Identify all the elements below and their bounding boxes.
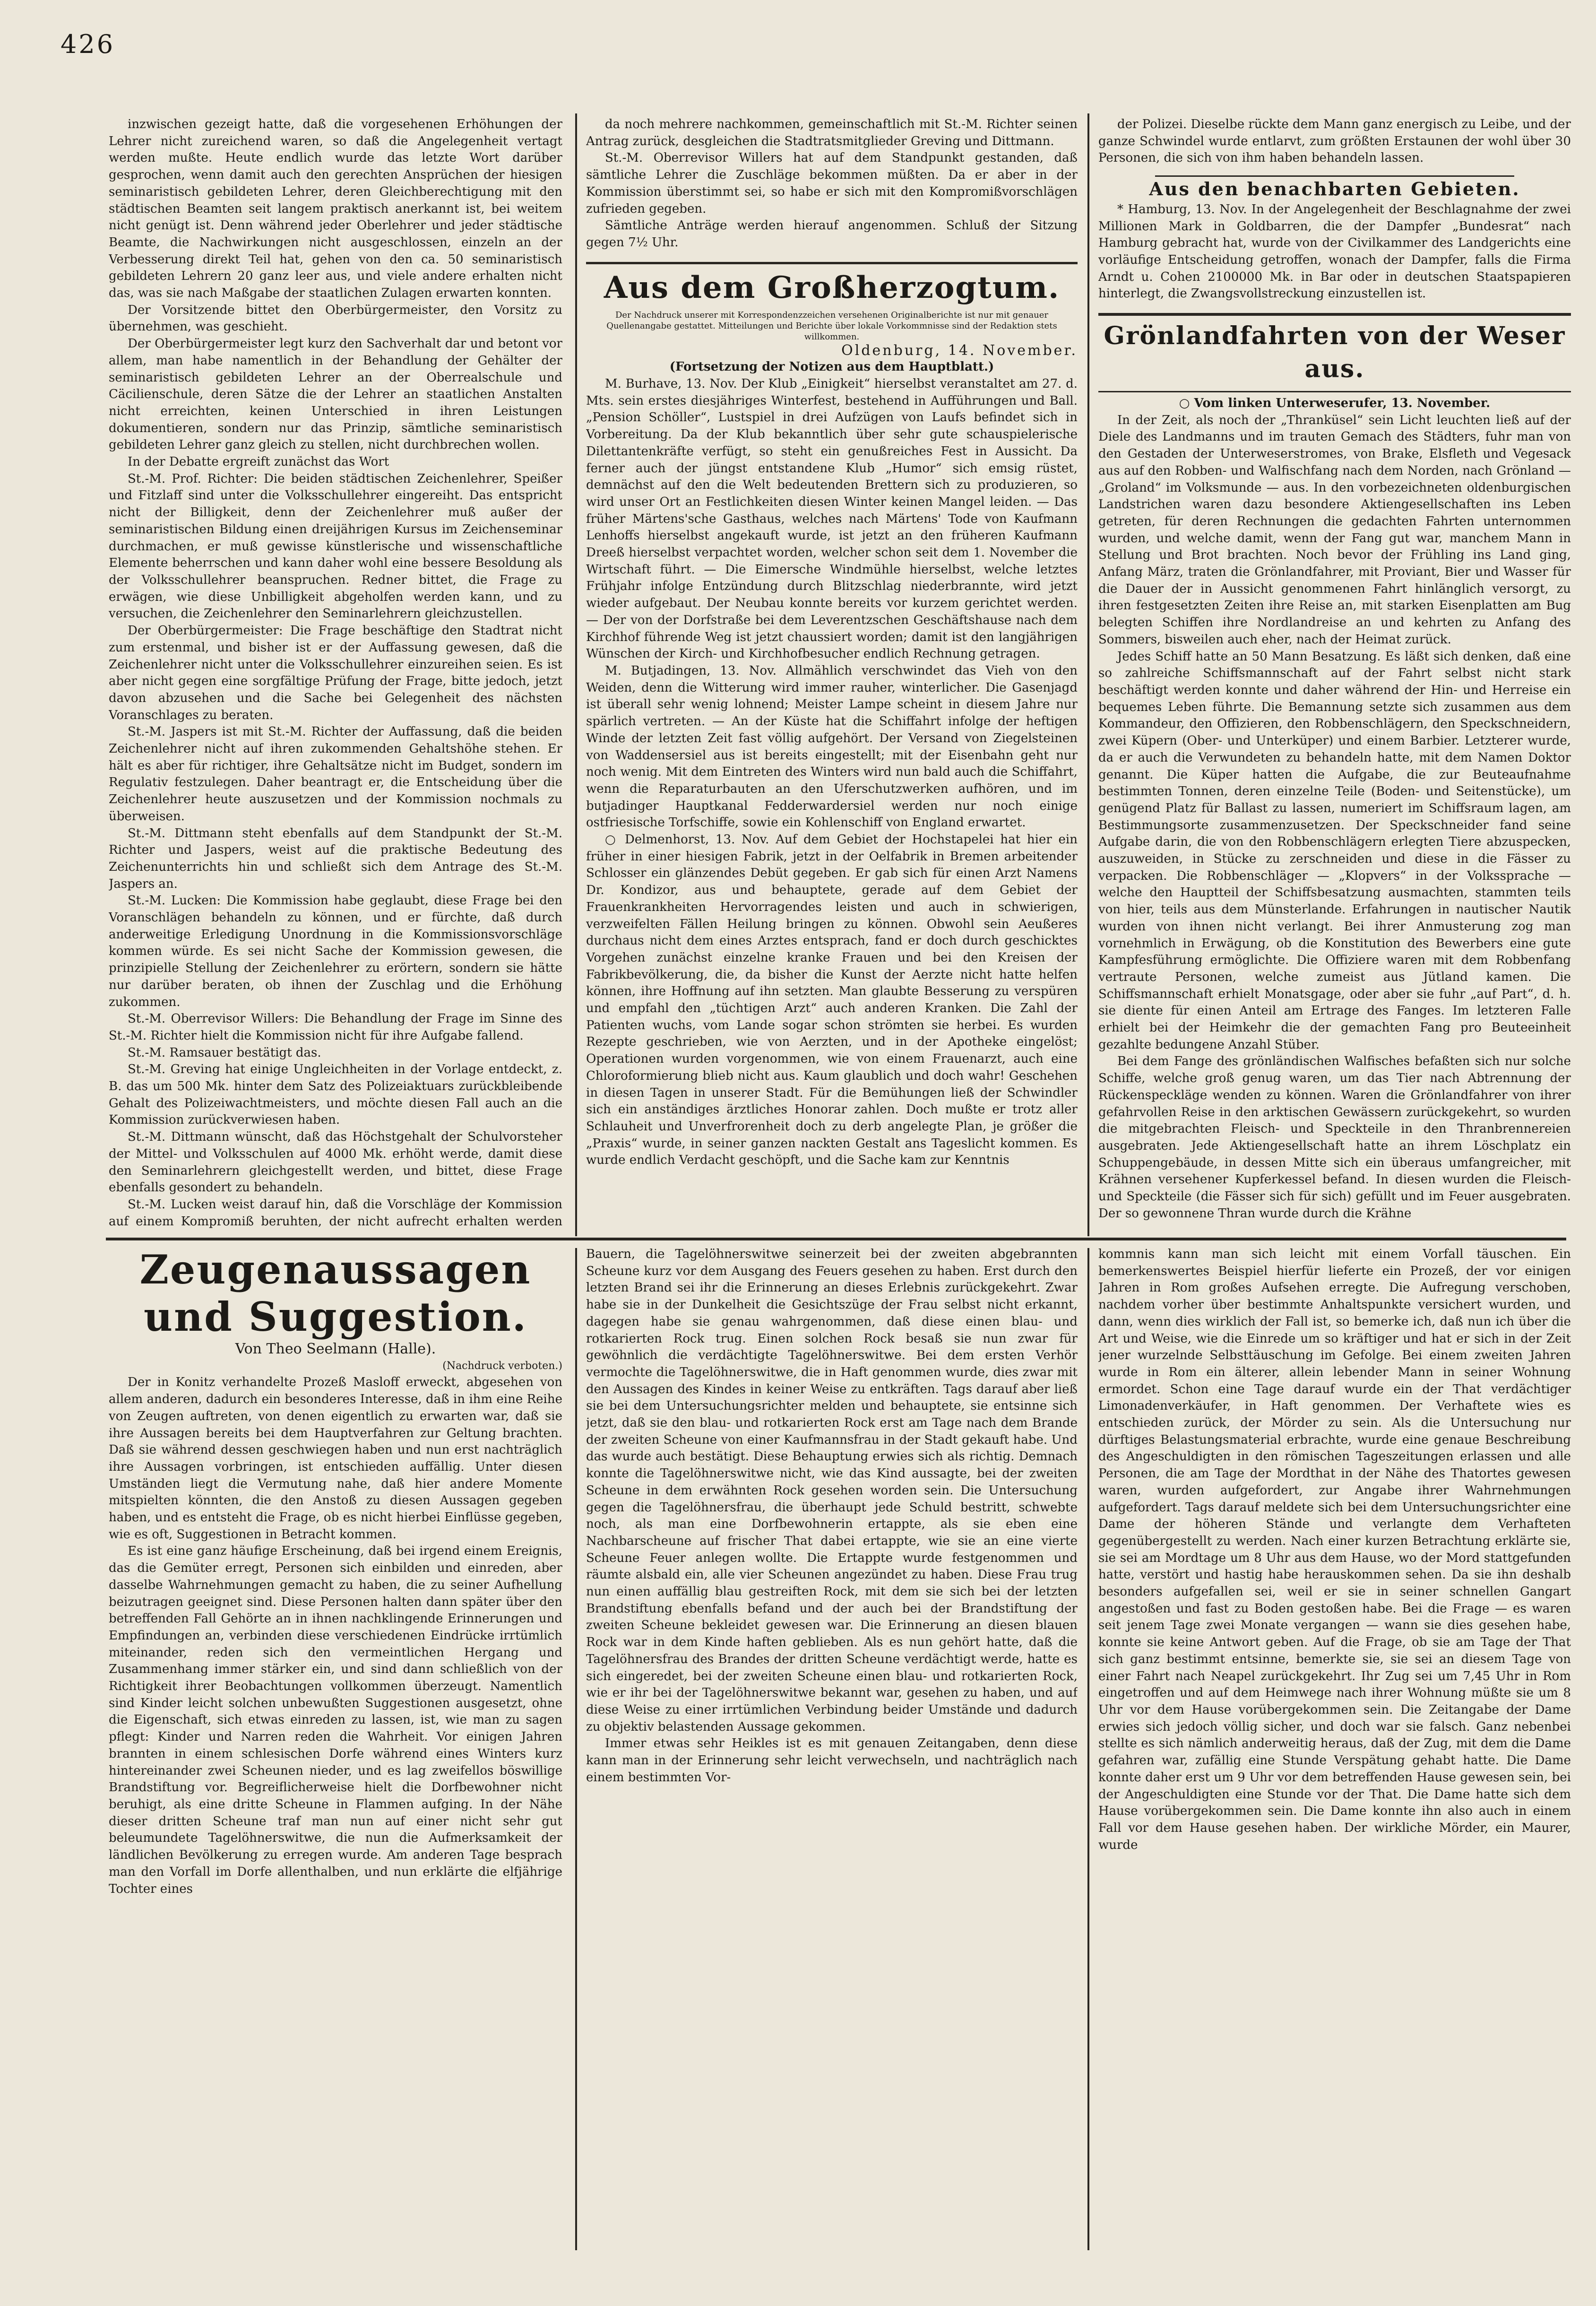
column-rule: [575, 113, 577, 1236]
reprint-note: Der Nachdruck unserer mit Korrespondenzzeichen versehenen Originalberichte ist nur mit genauer Quellenangabe gestattet. Mitteilungen und Berichte über lokale Vorkommnisse sind der Redaktion stets willkommen.: [606, 310, 1057, 342]
paragraph: St.-M. Greving hat einige Ungleichheiten in der Vorlage entdeckt, z. B. das um 500 Mk. hinter dem Satz des Polizeiaktuars zurückbleibende Gehalt des Polizeiwachtmeisters, und möchte diesen Fall auch an die Kommission zurückverwiesen haben.: [109, 1062, 562, 1127]
paragraph: * Hamburg, 13. Nov. In der Angelegenheit der Beschlagnahme der zwei Millionen Mark in Goldbarren, die der Dampfer „Bundesrat“ nach Hamburg gebracht hat, wurde von der Civilkammer des Landgerichts eine vorläufige Entscheidung getroffen, wonach der Dampfer, falls die Firma Arndt u. Cohen 2100000 Mk. in Bar oder in deutschen Staatspapieren hinterlegt, die Zwangsvollstreckung einzustellen ist.: [1098, 202, 1571, 301]
column-rule: [1087, 1248, 1089, 2250]
paragraph: Sämtliche Anträge werden hierauf angenommen. Schluß der Sitzung gegen 7½ Uhr.: [586, 218, 1078, 250]
paragraph: Bauern, die Tagelöhnerswitwe seinerzeit bei der zweiten abgebrannten Scheune kurz vor dem Ausgang des Feuers gesehen zu haben. Erst durch den letzten Brand sei ihr die Erinnerung an dieses Erlebnis zurückgekehrt. Zwar habe sie in der Dunkelheit die Gesichtszüge der Frau selbst nicht erkannt, dagegen habe sie genau wahrgenommen, daß diese einen blau- und rotkarierten Rock trug. Einen solchen Rock besaß sie nun zwar für gewöhnlich die verdächtigte Tagelöhnerswitwe. Bei dem ersten Verhör vermochte die Tagelöhnerswitwe, die in Haft genommen wurde, dies zwar mit den Aussagen des Kindes in keiner Weise zu entkräften. Tags darauf aber ließ sie bei dem Untersuchungsrichter melden und behauptete, sie entsinne sich jetzt, daß sie den blau- und rotkarierten Rock erst am Tage nach dem Brande der zweiten Scheune von einer Kaufmannsfrau in der Stadt gekauft habe. Und das wurde auch bestätigt. Diese Behauptung erwies sich als richtig. Demnach konnte die Tagelöhnerswitwe nicht, wie das Kind aussagte, bei der zweiten Scheune in dem erwähnten Rock gesehen worden sein. Die Untersuchung gegen die Tagelöhnersfrau, die überhaupt jede Schuld bestritt, schwebte noch, als man eine Dorfbewohnerin ertappte, als sie eben eine Nachbarscheune auf frischer That dabei ertappte, wie sie an eine vierte Scheune Feuer anlegen wollte. Die Ertappte wurde festgenommen und räumte alsbald ein, alle vier Scheunen angezündet zu haben. Diese Frau trug nun einen auffällig blau gestreiften Rock, mit dem sie sich bei der letzten Brandstiftung ebenfalls befand und der auch bei der Brandstiftung der zweiten Scheune bekleidet gewesen war. Die Erinnerung an diesen blauen Rock war in dem Kinde haften geblieben. Als es nun gehört hatte, daß die Tagelöhnersfrau des Brandes der dritten Scheune verdächtigt werde, hatte es sich eingeredet, bei der zweiten Scheune einen blau- und rotkarierten Rock, wie er ihr bei der Tagelöhnerswitwe bekannt war, gesehen zu haben, und auf diese Weise zu einer irrtümlichen Verbindung beider Umstände und dadurch zu objektiv belastenden Aussage gekommen.: [586, 1247, 1078, 1734]
paragraph: Der Oberbürgermeister legt kurz den Sachverhalt dar und betont vor allem, man habe namentlich in der Behandlung der Gehälter der seminaristisch gebildeten Lehrer an der Oberrealschule und Cäcilienschule, deren Sätze die der Lehrer an staatlichen Anstalten nicht erreichten, keinen Unterschied in ihren Leistungen dokumentieren, sondern nur das Prinzip, sämtliche seminaristisch gebildeten Lehrer ganz gleich zu stellen, nicht durchbrechen wollen.: [109, 337, 562, 452]
page-number: 426: [60, 29, 115, 59]
byline: ○ Vom linken Unterweserufer, 13. November.: [1179, 396, 1491, 411]
paragraph: ○ Delmenhorst, 13. Nov. Auf dem Gebiet der Hochstapelei hat hier ein früher in einer hiesigen Fabrik, jetzt in der Oelfabrik in Bremen arbeitender Schlosser ein glänzendes Debüt gegeben. Er gab sich für einen Arzt Namens Dr. Kondizor, aus und behauptete, gerade auf dem Gebiet der Frauenkrankheiten Hervorragendes leisten und auch in schwierigen, verzweifelten Fällen Heilung bringen zu können. Obwohl sein Aeußeres durchaus nicht dem eines Arztes entsprach, fand er doch durch geschicktes Vorgehen zunächst einzelne kranke Frauen und bei den Kreisen der Fabrikbevölkerung, die, da bisher die Kunst der Aerzte nicht hatte helfen können, ihre Hoffnung auf ihn setzten. Man glaubte Besserung zu verspüren und empfahl den „tüchtigen Arzt“ auch anderen Kranken. Die Zahl der Patienten wuchs, vom Lande sogar schon strömten sie herbei. Es wurden Rezepte geschrieben, wie von Aerzten, und in der Apotheke eingelöst; Operationen wurden vorgenommen, wie von einem Frauenarzt, auch eine Chloroformierung blieb nicht aus. Kaum glaublich und doch wahr! Geschehen in diesen Tagen in unserer Stadt. Für die Bemühungen ließ der Schwindler sich ein anständiges ärztliches Honorar zahlen. Doch mußte er trotz aller Schlauheit und Unverfrorenheit doch zu derb angelegte Plan, je größer die „Praxis“ wurde, in seiner ganzen nackten Gestalt ans Tageslicht kommen. Es wurde endlich Verdacht geschöpft, und die Sache kam zur Kenntnis: [586, 832, 1078, 1168]
paragraph: Der Oberbürgermeister: Die Frage beschäftige den Stadtrat nicht zum erstenmal, und bisher ist er der Auffassung gewesen, daß die Zeichenlehrer nicht unter die Volksschullehrer einzureihen seien. Es ist aber nicht gegen eine sorgfältige Prüfung der Frage, bitte jedoch, jetzt davon abzusehen und die Sache bei Gelegenheit des nächsten Voranschlages zu beraten.: [109, 624, 562, 722]
paragraph: Der Vorsitzende bittet den Oberbürgermeister, den Vorsitz zu übernehmen, was geschieht.: [109, 303, 562, 334]
divider: [1098, 390, 1571, 392]
section-title: Aus dem Großherzogtum.: [604, 269, 1060, 305]
paragraph: Der in Konitz verhandelte Prozeß Masloff erweckt, abgesehen von allem anderen, dadurch ein besonderes Interesse, daß in ihm eine Reihe von Zeugen auftreten, von denen eigentlich zu erwarten war, daß sie ihre Aussagen bereits bei dem Hauptverfahren zur Geltung brachten. Daß sie während dessen geschwiegen haben und nun erst nachträglich ihre Aussagen vorbringen, ist entschieden auffällig. Unter diesen Umständen liegt die Vermutung nahe, daß hier andere Momente mitspielten könnten, die den Anstoß zu diesen Aussagen gegeben haben, und es entsteht die Frage, ob es nicht hierbei Einflüsse gegeben, wie es oft, Suggestionen in Betracht kommen.: [109, 1375, 562, 1542]
paragraph: St.-M. Prof. Richter: Die beiden städtischen Zeichenlehrer, Speißer und Fitzlaff sind unter die Volksschullehrer eingereiht. Das entspricht nicht der Billigkeit, denn der Zeichenlehrer muß außer der seminaristischen Bildung einen dreijährigen Kursus im Zeichenseminar durchmachen, er muß gewisse künstlerische und wissenschaftliche Elemente beherrschen und kann daher wohl eine bessere Besoldung als der Volksschullehrer beanspruchen. Redner bittet, die Frage zu erwägen, wie diese Unbilligkeit abgeholfen werden kann, und zu versuchen, die Zeichenlehrer den Seminarlehrern gleichzustellen.: [109, 471, 562, 621]
feature-column-3: [1098, 1246, 1571, 2253]
paragraph: kommnis kann man sich leicht mit einem Vorfall täuschen. Ein bemerkenswertes Beispiel hierfür lieferte ein Prozeß, der vor einigen Jahren in Rom großes Aufsehen erregte. Die Aufregung verschoben, nachdem vorher über bestimmte Anhaltspunkte versichert wurden, und dann, wenn dies wirklich der Fall ist, so bemerke ich, daß nun ich über die Art und Weise, wie die Einrede um so kräftiger und hat er sich in der Zeit jener wurzelnde Selbsttäuschung im Gefolge. Bei einem zweiten Jahren wurde in Rom ein älterer, allein lebender Mann in seiner Wohnung ermordet. Schon eine Tage darauf wurde ein der That verdächtiger Limonadenverkäufer, in Haft genommen. Der Verhaftete wies es entschieden zurück, der Mörder zu sein. Als die Untersuchung nur dürftiges Belastungsmaterial erbrachte, wurde eine genaue Beschreibung des Angeschuldigten in den römischen Tageszeitungen erlassen und alle Personen, die am Tage der Mordthat in der Nähe des Thatortes gewesen waren, wurden aufgefordert, zur Angabe ihrer Wahrnehmungen aufgefordert. Tags darauf meldete sich bei dem Untersuchungsrichter eine Dame der höheren Stände und verlangte dem Verhafteten gegenübergestellt zu werden. Nach einer kurzen Betrachtung erklärte sie, sie sei am Mordtage um 8 Uhr aus dem Hause, wo der Mord stattgefunden hatte, verstört und hastig habe herauskommen sehen. Da sie ihn deshalb besonders aufgefallen sei, weil er sie in seiner schnellen Gangart angestoßen und fast zu Boden gestoßen habe. Bei die Frage — es waren seit jenem Tage zwei Monate vergangen — wann sie dies gesehen habe, konnte sie keine Antwort geben. Auf die Frage, ob sie am Tage der That sich ganz bestimmt entsinne, bemerkte sie, sie sei an diesem Tage von einer Fahrt nach Neapel zurückgekehrt. Ihr Zug sei um 7,45 Uhr in Rom eingetroffen und auf dem Heimwege nach ihrer Wohnung müßte sie um 8 Uhr vor dem Hause vorübergekommen sein. Die Zeitangabe der Dame erwies sich jedoch völlig sicher, und doch war sie falsch. Ganz nebenbei stellte es sich nämlich anderweitig heraus, daß der Zug, mit dem die Dame gefahren war, zufällig eine Stunde Verspätung gehabt hatte. Die Dame konnte daher erst um 9 Uhr vor dem betreffenden Hause gewesen sein, bei der Angeschuldigten eine Stunde vor der That. Die Dame hatte sich dem Hause vorübergekommen sein. Die Dame konnte ihn also auch in einem Fall vor dem Hause gesehen haben. Der wirkliche Mörder, ein Maurer, wurde: [1098, 1247, 1571, 1852]
paragraph: St.-M. Dittmann wünscht, daß das Höchstgehalt der Schulvorsteher der Mittel- und Volksschulen auf 4000 Mk. erhöht werde, damit diese den Seminarlehrern gleichgestellt werden, und bittet, diese Frage ebenfalls gesondert zu behandeln.: [109, 1130, 562, 1195]
column-rule: [575, 1248, 577, 2250]
grossherzogtum-column: [586, 116, 1078, 1232]
feature-title: Zeugenaussagen und Suggestion.: [139, 1246, 532, 1340]
paragraph: In der Zeit, als noch der „Thranküsel“ sein Licht leuchten ließ auf der Diele des Landmanns und im trauten Gemach des Städters, fuhr man von den Gestaden der Unterweserstromes, von Brake, Elsfleth und Vegesack aus auf den Robben- und Walfischfang nach dem Norden, nach Grönland — „Groland“ im Volksmunde — aus. In den vorbezeichneten oldenburgischen Landstrichen waren dazu besondere Aktiengesellschaften ins Leben getreten, für deren Rechnungen die gedachten Fahrten unternommen wurden, und welche damit, wenn der Fang gut war, manchem Mann in Stellung und Brot brachten. Noch bevor der Frühling ins Land ging, Anfang März, traten die Grönlandfahrer, mit Proviant, Bier und Wasser für die Dauer der in Aussicht genommenen Fahrt hinlänglich versorgt, zu ihren festgesetzten Zeiten ihre Reise an, mit starken Eisenplatten am Bug belegten Schiffen ihre Nordlandreise an und kehrten zu Anfang des Sommers, bisweilen auch eher, nach der Heimat zurück.: [1098, 413, 1571, 647]
feature-column-1: [109, 1246, 562, 2253]
section-divider: [1098, 311, 1571, 316]
council-report-column: [109, 116, 562, 1232]
paragraph: da noch mehrere nachkommen, gemeinschaftlich mit St.-M. Richter seinen Antrag zurück, desgleichen die Stadtratsmitglieder Greving und Dittmann.: [586, 117, 1078, 148]
section-title: Aus den benachbarten Gebieten.: [1149, 178, 1520, 200]
paragraph: inzwischen gezeigt hatte, daß die vorgesehenen Erhöhungen der Lehrer nicht zureichend waren, so daß die Angelegenheit vertagt werden mußte. Heute endlich wurde das letzte Wort darüber gesprochen, wenn damit auch den gerechten Ansprüchen der hiesigen seminaristisch gebildeten Lehrer, deren Gleichberechtigung mit den städtischen Beamten seit langem praktisch anerkannt ist, bei weitem nicht genügt ist. Denn während jeder Oberlehrer und jeder städtische Beamte, die Nachwirkungen nicht ausgeschlossen, einzeln an der Verbesserung direkt Teil hat, gehen von den ca. 50 seminaristisch gebildeten Lehrern 20 ganz leer aus, und viele andere erhalten nicht das, was sie nach Maßgabe der staatlichen Zulagen erwarten konnten.: [109, 117, 562, 301]
paragraph: St.-M. Oberrevisor Willers hat auf dem Standpunkt gestanden, daß sämtliche Lehrer die Zuschläge bekommen müßten. Da er aber in der Kommission überstimmt sei, so habe er sich mit den Kompromißvorschlägen zufrieden gegeben.: [586, 151, 1078, 216]
feature-author: Von Theo Seelmann (Halle).: [235, 1341, 436, 1357]
paragraph: M. Butjadingen, 13. Nov. Allmählich verschwindet das Vieh von den Weiden, denn die Witterung wird immer rauher, winterlicher. Die Gasenjagd ist überall sehr wenig lohnend; Meister Lampe scheint in diesem Jahre nur spärlich vertreten. — An der Küste hat die Schiffahrt infolge der heftigen Winde der letzten Zeit fast völlig aufgehört. Der Versand von Ziegelsteinen von Waddensersiel aus ist bereits eingestellt; mit der Eisenbahn geht nur noch wenig. Mit dem Eintreten des Winters wird nun bald auch die Schiffahrt, wenn die Reparaturbauten an den Uferschutzwerken aufhören, und im butjadinger Hauptkanal Fedderwardersiel werden nur noch einige ostfriesische Torfschiffe, sowie ein Kohlenschiff von England erwartet.: [586, 663, 1078, 830]
paragraph: St.-M. Lucken weist darauf hin, daß die Vorschläge der Kommission auf einem Kompromiß beruhten, der nicht aufrecht erhalten werden: [109, 1197, 562, 1229]
continued-note: (Fortsetzung der Notizen aus dem Hauptblatt.): [669, 360, 994, 374]
paragraph: St.-M. Oberrevisor Willers: Die Behandlung der Frage im Sinne des St.-M. Richter hielt die Kommission nicht für ihre Aufgabe fallend.: [109, 1012, 562, 1043]
right-column: [1098, 116, 1571, 1232]
feature-column-2: [586, 1246, 1078, 2253]
section-divider: [586, 255, 1078, 264]
paragraph: St.-M. Dittmann steht ebenfalls auf dem Standpunkt der St.-M. Richter und Jaspers, weist auf die praktische Bedeutung des Zeichenunterrichts hin und schließt sich dem Antrage des St.-M. Jaspers an.: [109, 826, 562, 891]
paragraph: M. Burhave, 13. Nov. Der Klub „Einigkeit“ hierselbst veranstaltet am 27. d. Mts. sein erstes diesjähriges Winterfest, bestehend in Aufführungen und Ball. „Pension Schöller“, Lustspiel in drei Aufzügen von Laufs befindet sich in Vorbereitung. Da der Klub bekanntlich über sehr gute schauspielerische Dilettantenkräfte verfügt, so steht ein genußreiches Fest in Aussicht. Da ferner auch der jüngst entstandene Klub „Humor“ sich emsig rüstet, demnächst auf den die Welt bedeutenden Brettern sich zu produzieren, so wird unser Ort an Festlichkeiten diesen Winter keinen Mangel leiden. — Das früher Märtens'sche Gasthaus, welches nach Märtens' Tode von Kaufmann Lenhoffs hierselbst angekauft wurde, ist jetzt an den früheren Kaufmann Dreeß hierselbst verpachtet worden, welcher schon seit dem 1. November die Wirtschaft führt. — Die Eimersche Windmühle hierselbst, welche letztes Frühjahr infolge Entzündung durch Blitzschlag niederbrannte, wird jetzt wieder aufgebaut. Der Neubau konnte bereits vor kurzem gerichtet werden. — Der von der Dorfstraße bei dem Leverentzschen Geschäftshause nach dem Kirchhof führende Weg ist jetzt chaussiert worden; damit ist den langjährigen Wünschen der Kirch- und Kirchhofbesucher endlich Rechnung getragen.: [586, 377, 1078, 661]
paragraph: Jedes Schiff hatte an 50 Mann Besatzung. Es läßt sich denken, daß eine so zahlreiche Schiffsmannschaft auf der Fahrt selbst nicht stark beschäftigt werden konnte und daher während der Hin- und Herreise ein bequemes Leben führte. Die Bemannung setzte sich zusammen aus dem Kommandeur, den Offizieren, den Robbenschlägern, den Speckschneidern, zwei Küpern (Ober- und Unterküper) und einem Barbier. Letzterer wurde, da er auch die Verwundeten zu behandeln hatte, mit dem Namen Doktor genannt. Die Küper hatten die Aufgabe, die zur Beuteaufnahme bestimmten Tonnen, deren einzelne Teile (Boden- und Seitenstücke), um genügend Platz für Ballast zu lassen, numeriert im Schiffsraum lagen, am Bestimmungsorte zusammenzusetzen. Der Speckschneider fand seine Aufgabe darin, die von den Robbenschlägern erlegten Tiere abzuspecken, auszuweiden, in Stücke zu zerschneiden und diese in die Fässer zu verpacken. Die Robbenschläger — „Klopvers“ in der Volkssprache — welche den Hauptteil der Schiffsbesatzung ausmachten, stammten teils von hier, teils aus dem Münsterlande. Erfahrungen in nautischer Nautik wurden von ihnen nicht verlangt. Bei ihrer Anmusterung zog man vornehmlich in Erwägung, ob die Konstitution des Bewerbers eine gute Kampfesführung ermöglichte. Die Offiziere waren mit dem Robbenfang vertraute Personen, welche zumeist aus Jütland kamen. Die Schiffsmannschaft erhielt Monatsgage, oder aber sie fuhr „auf Part“, d. h. sie diente für einen Anteil am Ertrage des Fanges. Im letzteren Falle erhielt bei der Heimkehr die der gemachten Fang pro Beuteeinheit gezahlte bedungene Anzahl Stüber.: [1098, 649, 1571, 1052]
column-rule: [1087, 113, 1089, 1236]
paragraph: St.-M. Jaspers ist mit St.-M. Richter der Auffassung, daß die beiden Zeichenlehrer nicht auf ihren zukommenden Gehaltshöhe stehen. Er hält es aber für richtiger, ihre Gehaltsätze nicht im Budget, sondern im Regulativ festzulegen. Daher beantragt er, die Entscheidung über die Zeichenlehrer heute auszusetzen und der Kommission nochmals zu überweisen.: [109, 725, 562, 824]
section-rule: [106, 1238, 1566, 1240]
paragraph: St.-M. Lucken: Die Kommission habe geglaubt, diese Frage bei den Voranschlägen behandeln zu können, und er fürchte, daß durch anderweitige Erledigung Unordnung in die Kommissionsvorschläge kommen würde. Es sei nicht Sache der Kommission gewesen, die prinzipielle Stellung der Zeichenlehrer zu erörtern, sondern sie hätte nur darüber beraten, ob ihnen der Zuschlag und die Erhöhung zukommen.: [109, 893, 562, 1009]
reprint-note: (Nachdruck verboten.): [442, 1360, 562, 1372]
paragraph: Es ist eine ganz häufige Erscheinung, daß bei irgend einem Ereignis, das die Gemüter erregt, Personen sich einbilden und einreden, aber dasselbe Wahrnehmungen gemacht zu haben, die zu seiner Aufhellung beizutragen geeignet sind. Diese Personen halten dann später über den betreffenden Fall Gehörte an in ihnen nachklingende Erinnerungen und Empfindungen an, verbinden diese verschiedenen Eindrücke irrtümlich miteinander, reden sich den vermeintlichen Hergang und Zusammenhang immer stärker ein, und sind dann schließlich von der Richtigkeit ihrer Beobachtungen vollkommen überzeugt. Namentlich sind Kinder leicht solchen unbewußten Suggestionen ausgesetzt, ohne die Eigenschaft, sich etwas einreden zu lassen, ist, wie man zu sagen pflegt: Kinder und Narren reden die Wahrheit. Vor einigen Jahren brannten in einem schlesischen Dorfe während eines Winters kurz hintereinander zwei Scheunen nieder, und es lag zweifellos böswillige Brandstiftung vor. Begreiflicherweise hielt die Dorfbewohner nicht beruhigt, als eine dritte Scheune in Flammen aufging. In der Nähe dieser dritten Scheune traf man nun auf einer nicht sehr gut beleumundete Tagelöhnerswitwe, die nun die Aufmerksamkeit der ländlichen Bevölkerung zu erregen wurde. Am anderen Tage besprach man den Vorfall im Dorfe allenthalben, und nun erklärte die elfjährige Tochter eines: [109, 1544, 562, 1896]
dateline: Oldenburg, 14. November.: [841, 342, 1078, 359]
paragraph: Immer etwas sehr Heikles ist es mit genauen Zeitangaben, denn diese kann man in der Erinnerung sehr leicht verwechseln, und nachträglich nach einem bestimmten Vor-: [586, 1736, 1078, 1785]
paragraph: der Polizei. Dieselbe rückte dem Mann ganz energisch zu Leibe, und der ganze Schwindel wurde entlarvt, zum größten Erstaunen der wohl über 30 Personen, die sich von ihm haben behandeln lassen.: [1098, 117, 1571, 165]
paragraph: St.-M. Ramsauer bestätigt das.: [128, 1045, 321, 1060]
paragraph: Bei dem Fange des grönländischen Walfisches befaßten sich nur solche Schiffe, welche groß genug waren, um das Tier nach Abtrennung der Rückenspeckläge wenden zu können. Waren die Grönlandfahrer von ihrer gefahrvollen Reise in den arktischen Gewässern zurückgekehrt, so wurden die mitgebrachten Fleisch- und Speckteile in den Thranbrennereien ausgebraten. Jede Aktiengesellschaft hatte an ihrem Löschplatz ein Schuppengebäude, in dessen Mitte sich ein überaus umfangreicher, mit Krähnen versehener Kupferkessel befand. In diesen wurden die Fleisch- und Speckteile (die Fässer sich für sich) gefüllt und im Feuer ausgebraten. Der so gewonnene Thran wurde durch die Krähne: [1098, 1054, 1571, 1221]
paragraph: In der Debatte ergreift zunächst das Wort: [128, 455, 389, 469]
divider: [1155, 173, 1514, 177]
section-title: Grönlandfahrten von der Weser aus.: [1104, 321, 1566, 384]
